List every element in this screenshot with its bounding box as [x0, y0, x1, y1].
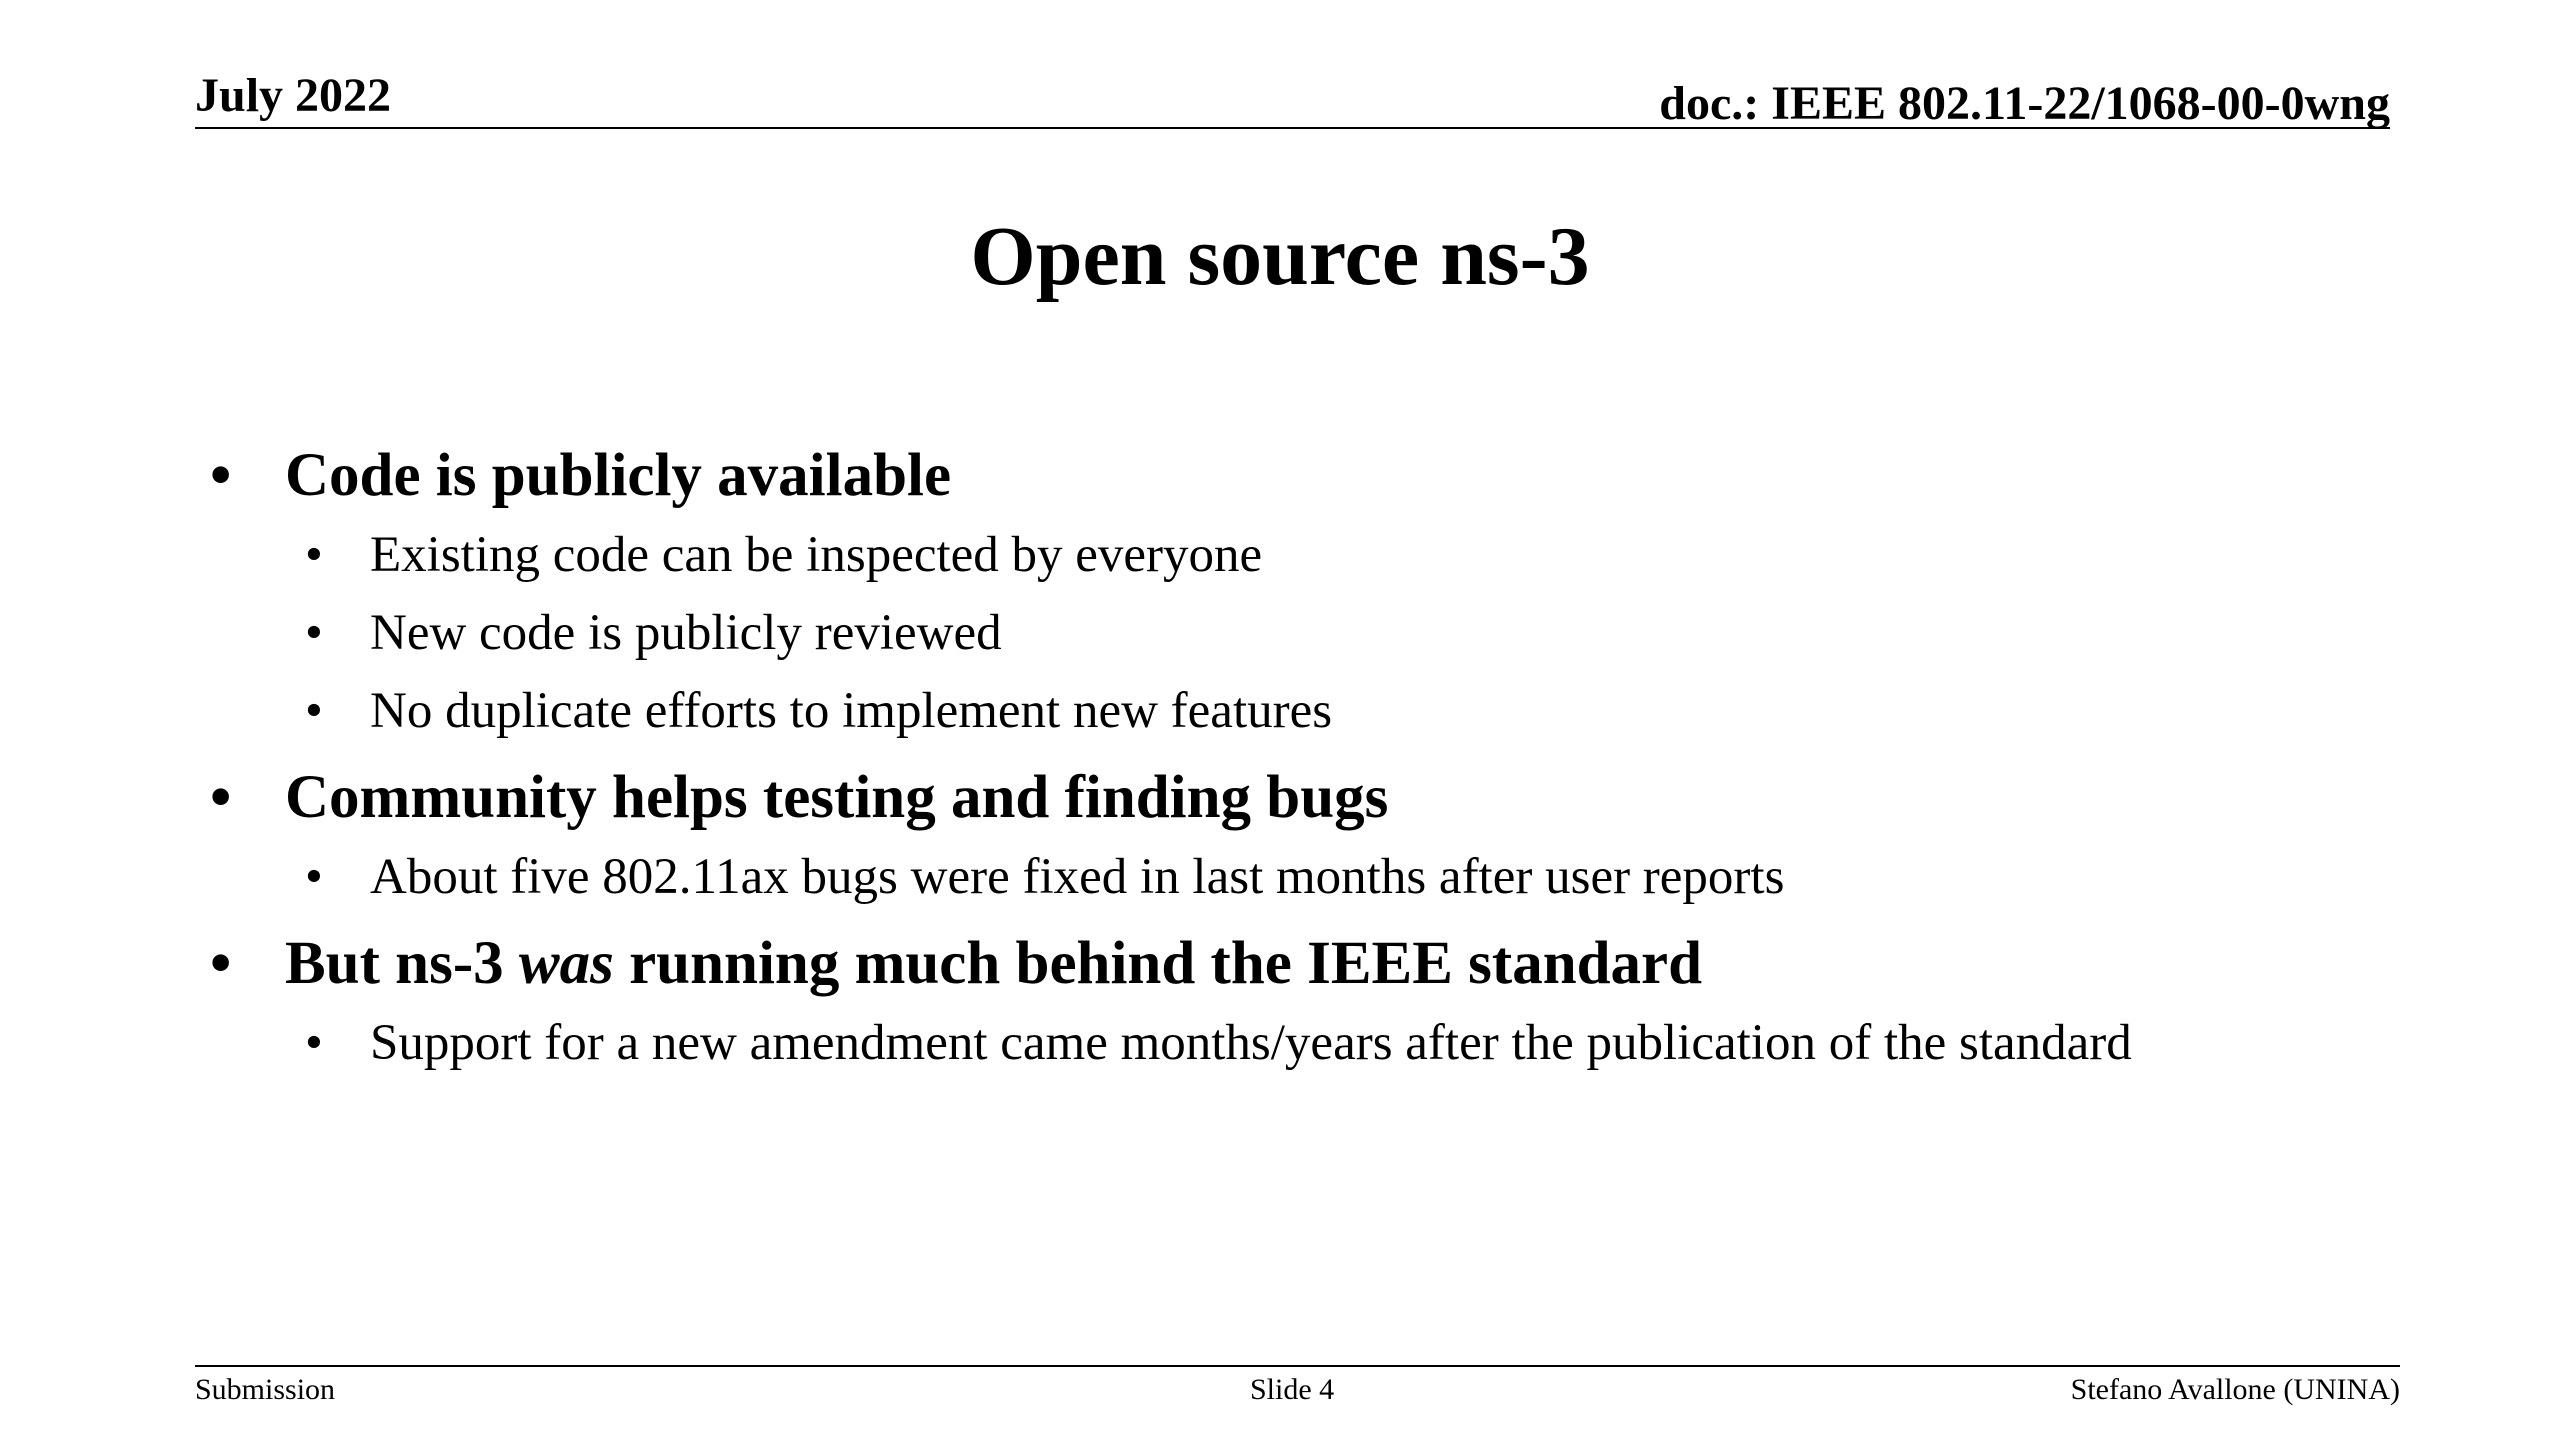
- sub-bullet-text: About five 802.11ax bugs were fixed in last months after user reports: [370, 849, 1785, 905]
- bullet-text-before: But ns-3: [285, 930, 519, 997]
- sub-bullet: [210, 838, 2510, 916]
- header-divider: [195, 127, 2390, 129]
- bullet-marker: •: [210, 442, 232, 509]
- sub-bullet-marker: •: [305, 683, 323, 739]
- header-date: July 2022: [195, 69, 392, 122]
- sub-bullet: [210, 594, 2510, 672]
- bullet-text: Code is publicly available: [285, 442, 952, 509]
- sub-bullet-text: New code is publicly reviewed: [370, 605, 1002, 661]
- bullet-marker: •: [210, 764, 232, 831]
- sub-bullet-marker: •: [305, 527, 323, 583]
- sub-bullet-marker: •: [305, 605, 323, 661]
- footer-submission: Submission: [195, 1373, 336, 1406]
- bullet-text: Community helps testing and finding bugs: [285, 764, 1389, 831]
- bullet-community-testing: [210, 758, 2510, 838]
- header-doc-id: doc.: IEEE 802.11-22/1068-00-0wng: [1659, 77, 2390, 130]
- bullet-code-available: [210, 436, 2510, 516]
- bullet-list: [210, 428, 2510, 1082]
- sub-bullet-text: No duplicate efforts to implement new features: [370, 683, 1333, 739]
- bullet-text-after: running much behind the IEEE standard: [613, 930, 1703, 997]
- bullet-marker: •: [210, 930, 232, 997]
- footer-author: Stefano Avallone (UNINA): [2070, 1373, 2400, 1406]
- sub-bullet: [210, 516, 2510, 594]
- sub-bullet-text: Existing code can be inspected by everyone: [370, 527, 1263, 583]
- sub-bullet: [210, 672, 2510, 750]
- bullet-behind-standard: [210, 924, 2510, 1004]
- footer-divider: [195, 1365, 2400, 1367]
- sub-bullet-marker: •: [305, 1015, 323, 1071]
- sub-bullet-text: Support for a new amendment came months/years after the publication of the standard: [370, 1015, 2132, 1071]
- sub-bullet: [210, 1004, 2510, 1082]
- slide-title: Open source ns-3: [970, 210, 1590, 303]
- footer-slide-number: Slide 4: [1250, 1373, 1335, 1406]
- bullet-text-italic: was: [518, 930, 614, 997]
- sub-bullet-marker: •: [305, 849, 323, 905]
